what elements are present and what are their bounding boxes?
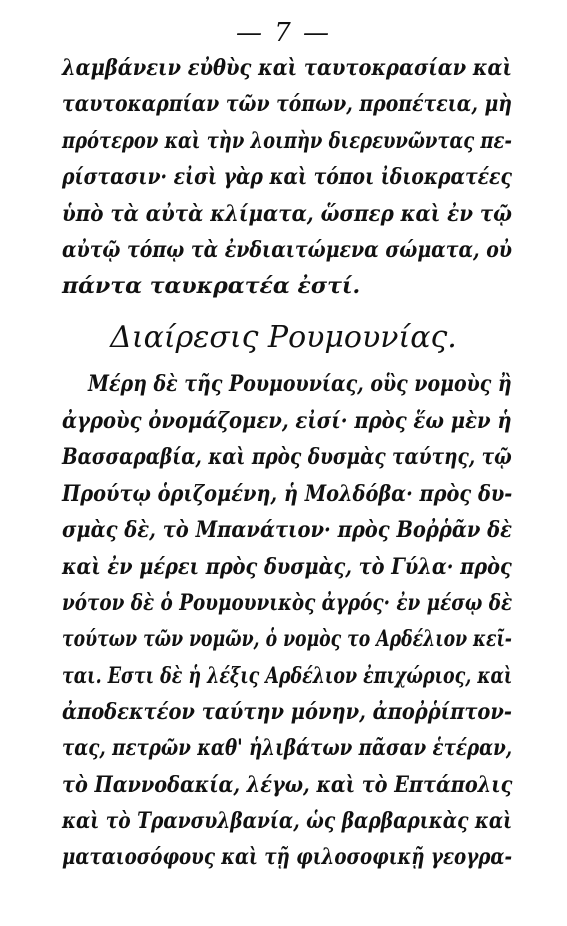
text-line: ὑπὸ τὰ αὐτὰ κλίματα, ὥσπερ καὶ ἐν τῷ — [62, 201, 513, 227]
text-line: τας, πετρῶν καθ' ἡλιβάτων πᾶσαν ἑτέραν, — [62, 735, 513, 761]
text-line: τούτων τῶν νομῶν, ὁ νομὸς το Αρδέλιον κεῖ- — [62, 626, 512, 652]
text-line: τὸ Παννοδακία, λέγω, καὶ τὸ Επτάπολις — [62, 772, 513, 798]
text-line: ρίστασιν· εἰσὶ γὰρ καὶ τόποι ἰδιοκρατέες — [62, 164, 512, 190]
text-line: νότον δὲ ὁ Ρουμουνικὸς ἀγρός· ἐν μέσῳ δὲ — [62, 590, 513, 616]
text-line: σμὰς δὲ, τὸ Μπανάτιον· πρὸς Βοῤῥᾶν δὲ — [62, 517, 512, 543]
text-line: Μέρη δὲ τῆς Ρουμουνίας, οὓς νομοὺς ἢ — [88, 371, 512, 397]
text-line: πρότερον καὶ τὴν λοιπὴν διερευνῶντας πε- — [62, 128, 512, 154]
text-line: Βασσαραβία, καὶ πρὸς δυσμὰς ταύτης, τῷ — [62, 444, 512, 470]
text-line: ἀγροὺς ὀνομάζομεν, εἰσί· πρὸς ἕω μὲν ἡ — [62, 408, 512, 434]
section-heading: Διαίρεσις Ρουμουνίας. — [110, 320, 457, 355]
text-line: καὶ ἐν μέρει πρὸς δυσμὰς, τὸ Γύλα· πρὸς — [62, 554, 512, 580]
page-number: — 7 — — [235, 18, 332, 48]
text-line: ταυτοκαρπίαν τῶν τόπων, προπέτεια, μὴ — [62, 91, 512, 117]
text-line: πάντα ταυκρατέα ἐστί. — [62, 273, 361, 299]
text-line: καὶ τὸ Τρανσυλβανία, ὡς βαρβαρικὰς καὶ — [62, 808, 513, 834]
text-line: Προύτῳ ὁριζομένη, ἡ Μολδόβα· πρὸς δυ- — [62, 481, 513, 507]
text-line: λαμβάνειν εὐθὺς καὶ ταυτοκρασίαν καὶ — [62, 55, 512, 81]
text-line: ματαιοσόφους καὶ τῇ φιλοσοφικῇ γεογρα- — [62, 844, 513, 870]
text-line: ται. Εστι δὲ ἡ λέξις Αρδέλιον ἐπιχώριος, καὶ — [62, 663, 513, 689]
text-line: ἀποδεκτέον ταύτην μόνην, ἀποῤῥίπτον- — [62, 699, 512, 725]
text-line: αὐτῷ τόπῳ τὰ ἐνδιαιτώμενα σώματα, οὐ — [62, 237, 512, 263]
